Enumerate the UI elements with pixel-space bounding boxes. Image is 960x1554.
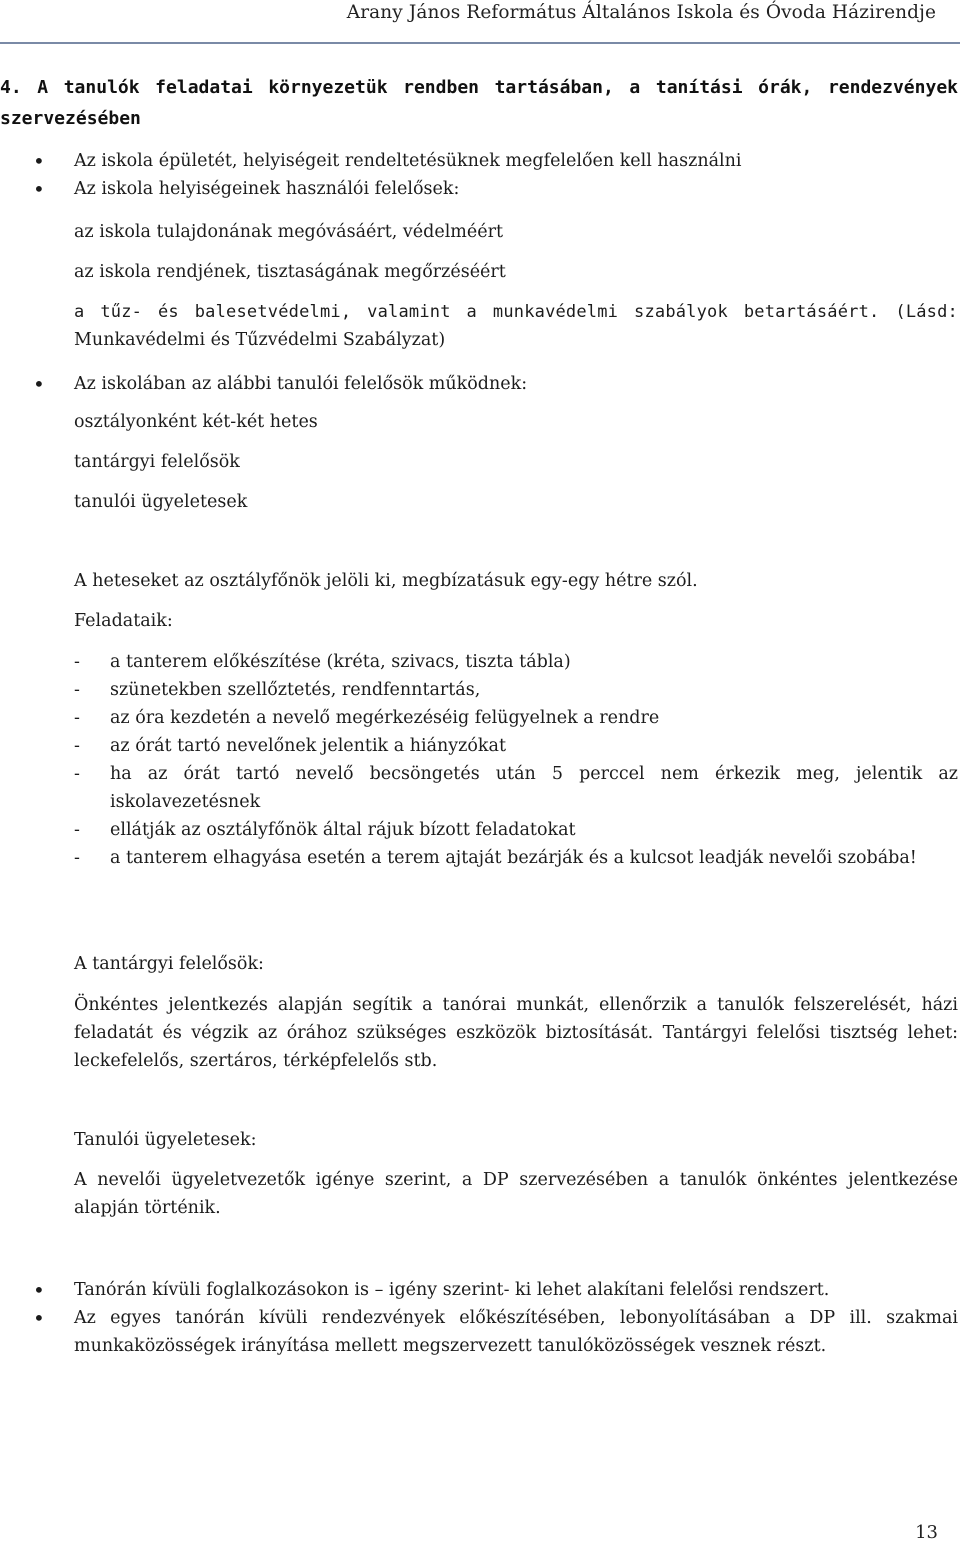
list-item: tantárgyi felelősök <box>74 452 240 472</box>
list-item: az iskola tulajdonának megóvásáért, védelméért <box>74 222 504 242</box>
list-item: Tanórán kívüli foglalkozásokon is – igény szerint- ki lehet alakítani felelősi rendszert. <box>74 1280 830 1300</box>
list-item: osztályonként két-két hetes <box>74 412 318 432</box>
list-item: tanulói ügyeletesek <box>74 492 248 512</box>
task-item: a tanterem elhagyása esetén a terem ajtaját bezárják és a kulcsot leadják nevelői szobába! <box>110 848 917 868</box>
list-item: Az iskola helyiségeinek használói felelősek: <box>74 179 460 199</box>
subject-resp-text: Önkéntes jelentkezés alapján segítik a tanórai munkát, ellenőrzik a tanulók felszerelését, házi feladatát és végzik az órához szükséges eszközök biztosítását. Tantárgyi felelősi tisztség lehet: leckefelelős, szertáros, térképfelelős stb. <box>74 995 958 1071</box>
dash-marker: - <box>74 820 80 840</box>
dash-marker: - <box>74 848 80 868</box>
bullet-icon: • <box>33 1278 45 1302</box>
bullet-icon: • <box>33 1306 45 1330</box>
list-item: az iskola rendjének, tisztaságának megőrzéséért <box>74 262 506 282</box>
bullet-icon: • <box>33 149 45 173</box>
task-item: az óra kezdetén a nevelő megérkezéséig felügyelnek a rendre <box>110 708 660 728</box>
bullet-icon: • <box>33 177 45 201</box>
dash-marker: - <box>74 708 80 728</box>
bullet-icon: • <box>33 372 45 396</box>
subject-resp-title: A tantárgyi felelősök: <box>74 954 264 974</box>
task-item: a tanterem előkészítése (kréta, szivacs, tiszta tábla) <box>110 652 571 672</box>
list-item: Az iskolában az alábbi tanulói felelősök működnek: <box>74 374 528 394</box>
hetes-intro: A heteseket az osztályfőnök jelöli ki, megbízatásuk egy-egy hétre szól. <box>74 571 698 591</box>
tasks-label: Feladataik: <box>74 611 173 631</box>
task-item: ha az órát tartó nevelő becsöngetés után 5 perccel nem érkezik meg, jelentik az iskolavezetésnek <box>110 764 958 812</box>
dash-marker: - <box>74 652 80 672</box>
dash-marker: - <box>74 736 80 756</box>
list-item: Az iskola épületét, helyiségeit rendeltetésüknek megfelelően kell használni <box>74 151 742 171</box>
task-item: az órát tartó nevelőnek jelentik a hiányzókat <box>110 736 506 756</box>
fire-rules-line1: a tűz- és balesetvédelmi, valamint a munkavédelmi szabályok betartásáért. (Lásd: <box>74 302 958 322</box>
task-item: szünetekben szellőztetés, rendfenntartás, <box>110 680 481 700</box>
dash-marker: - <box>74 764 80 784</box>
page-header-title: Arany János Református Általános Iskola és Óvoda Házirendje <box>346 2 936 23</box>
list-item: Az egyes tanórán kívüli rendezvények előkészítésében, lebonyolításában a DP ill. szakmai munkaközösségek irányítása mellett megszervezett tanulóközösségek vesznek részt. <box>74 1308 958 1356</box>
task-item: ellátják az osztályfőnök által rájuk bízott feladatokat <box>110 820 576 840</box>
fire-rules-line2: Munkavédelmi és Tűzvédelmi Szabályzat) <box>74 330 446 350</box>
header-divider <box>0 42 960 44</box>
duty-title: Tanulói ügyeletesek: <box>74 1130 257 1150</box>
duty-text: A nevelői ügyeletvezetők igénye szerint, a DP szervezésében a tanulók önkéntes jelentkezése alapján történik. <box>74 1170 958 1218</box>
section-heading: 4. A tanulók feladatai környezetük rendben tartásában, a tanítási órák, rendezvények szervezésében <box>0 77 958 129</box>
page-number: 13 <box>915 1522 938 1543</box>
dash-marker: - <box>74 680 80 700</box>
